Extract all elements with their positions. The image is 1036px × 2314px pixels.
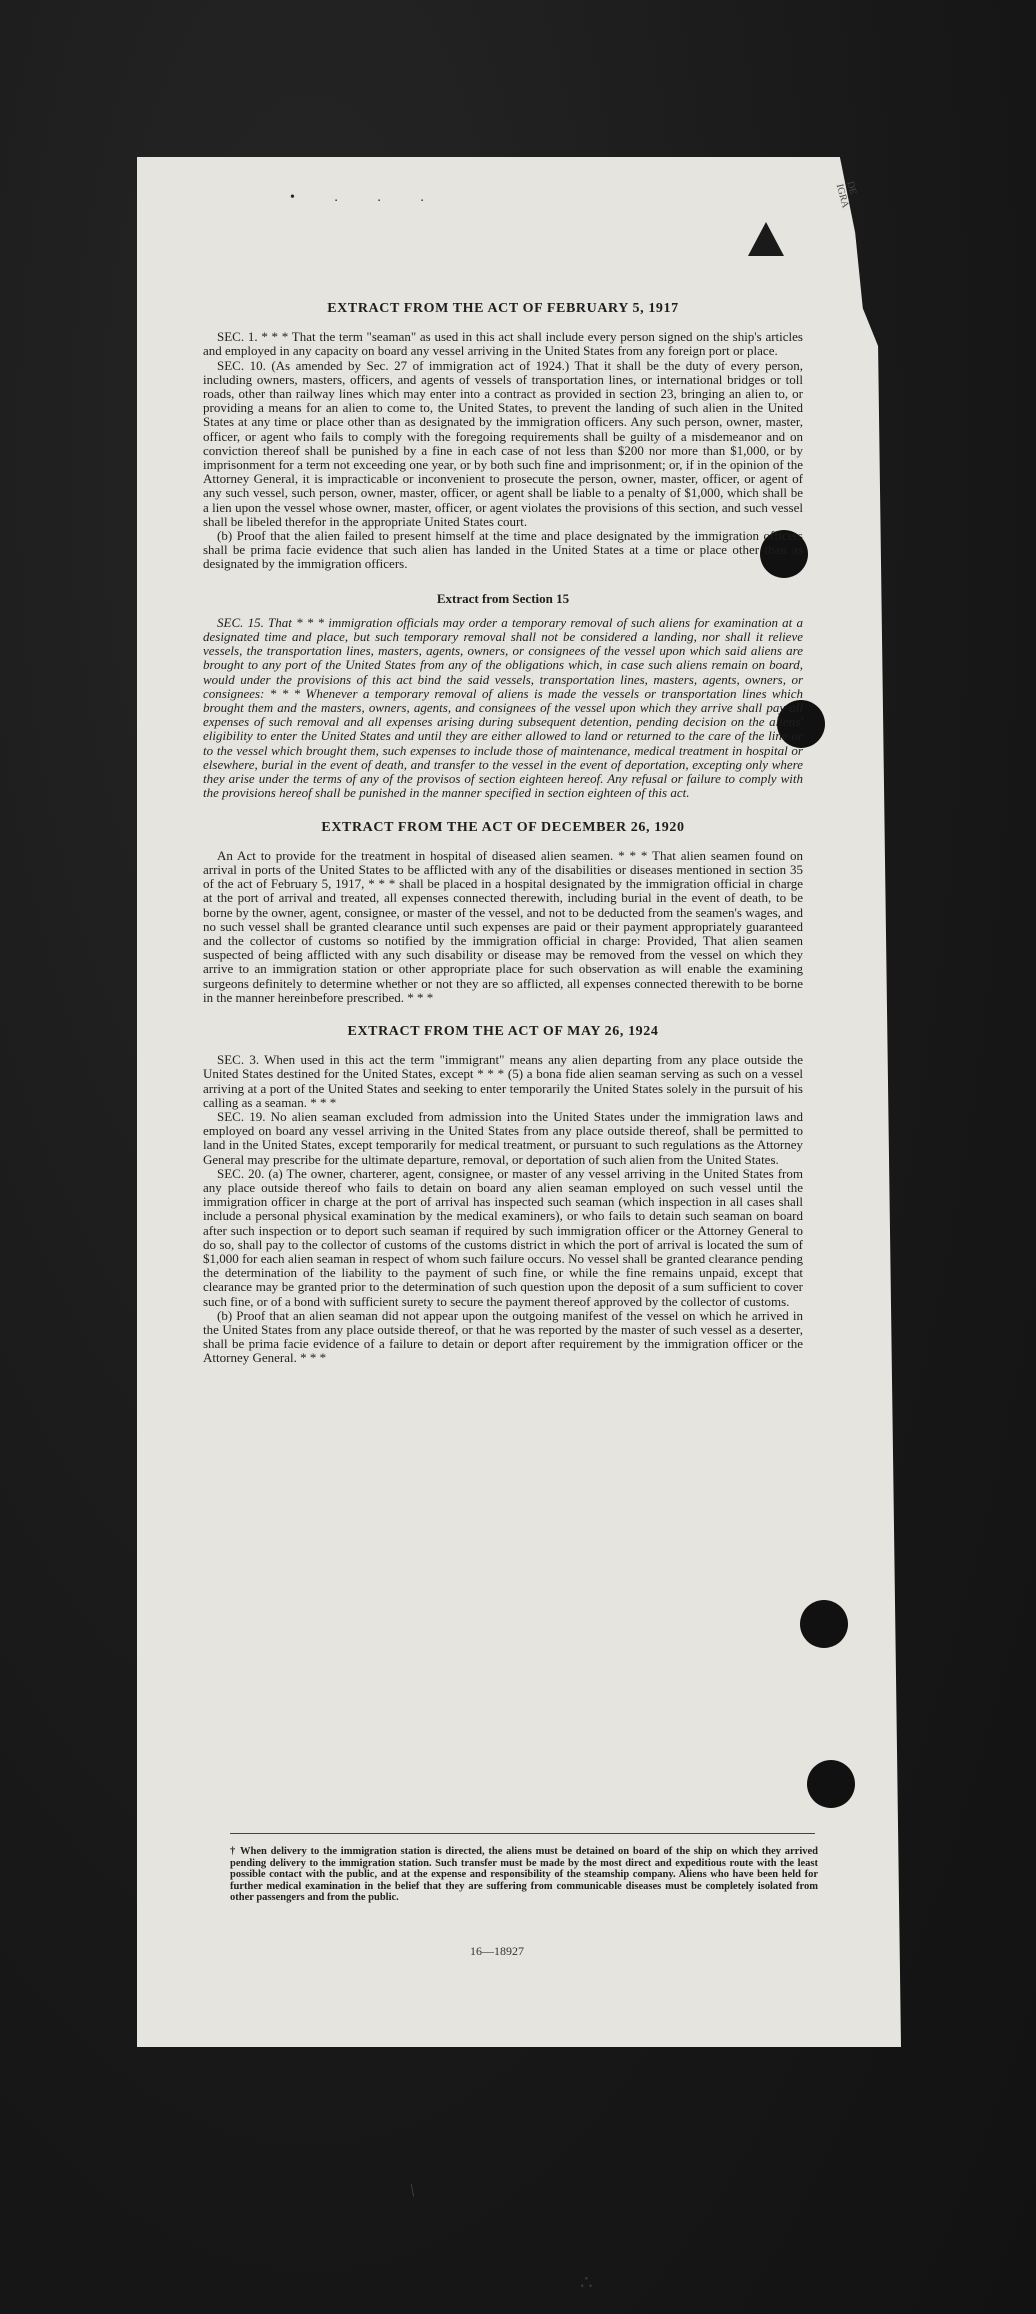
torn-corner-mark xyxy=(748,222,784,256)
section-extract-15 xyxy=(203,592,803,801)
paragraph: (b) Proof that an alien seaman did not appear upon the outgoing manifest of the vessel on which he arrived in the United States from any place outside thereof, or that he was reported by the master of such vessel as a deserter, shall be prima facie evidence of a failure to detain or deport after requirement by the immigration officer or the Attorney General. * * * xyxy=(203,1307,803,1366)
paragraph: SEC. 1. * * * That the term "seaman" as used in this act shall include every person signed on the ship's articles and employed in any capacity on board any vessel arriving in the United States from any foreign port or place. xyxy=(203,329,803,359)
section-heading: EXTRACT FROM THE ACT OF MAY 26, 1924 xyxy=(347,1023,659,1039)
paragraph: (b) Proof that the alien failed to present himself at the time and place designated by the immigration officers shall be prima facie evidence that such alien has landed in the United States at a time or place other than as designated by the immigration officers. xyxy=(203,528,803,572)
section-act-1920 xyxy=(203,821,803,1005)
form-number: 16—18927 xyxy=(470,1944,524,1958)
section-subheading: Extract from Section 15 xyxy=(436,590,570,606)
paragraph: SEC. 19. No alien seaman excluded from admission into the United States under the immigration laws and employed on board any vessel arriving in the United States from any place outside thereof, shall be permitted to land in the United States, except temporarily for medical treatment, or pursuant to such regulations as the Attorney General may prescribe for the ultimate departure, removal, or deportation of such alien from the United States. xyxy=(203,1108,803,1167)
section-act-1917 xyxy=(203,302,803,572)
scan-specks: • . . . xyxy=(290,190,442,205)
section-heading: EXTRACT FROM THE ACT OF FEBRUARY 5, 1917 xyxy=(327,301,679,316)
paragraph: An Act to provide for the treatment in hospital of diseased alien seamen. * * * That alien seamen found on arrival in ports of the United States to be afflicted with any of the disabilities or diseases mentioned in section 35 of the act of February 5, 1917, * * * shall be placed in a hospital designated by the immigration official in charge at the port of arrival and treated, all expenses connected therewith, including burial in the event of death, to be borne by the owner, agent, consignee, or master of the vessel, and not to be deducted from the seamen's wages, and no such vessel shall be granted clearance until such expenses are paid or their payment appropriately guaranteed and the collector of customs so notified by the immigration official in charge: Provided, That alien seamen suspected of being afflicted with any such disability or disease may be removed from the vessel on which they arrive to an immigration station or other appropriate place for such observation as will enable the examining surgeons definitely to determine whether or not they are so afflicted, all expenses connected therewith to be borne in the manner hereinbefore prescribed. * * * xyxy=(203,847,803,1005)
paragraph: SEC. 20. (a) The owner, charterer, agent, consignee, or master of any vessel arriving in the United States from any place outside thereof who fails to detain on board any alien seaman employed on such vessel until the immigration officer in charge at the port of arrival has inspected such seaman (which inspection in all cases shall include a personal physical examination by the medical examiners), or who fails to detain such seaman on board after such inspection or to deport such seaman if required by such immigration officer or the Attorney General to do so, shall pay to the collector of customs of the customs district in which the port of arrival is located the sum of $1,000 for each alien seaman in respect of whom such failure occurs. No vessel shall be granted clearance pending the determination of the liability to the payment of such fine, or while the fine remains unpaid, except that clearance may be granted prior to the determination of such question upon the deposit of a sum sufficient to cover such fine, or of a bond with sufficient surety to secure the payment thereof approved by the collector of customs. xyxy=(203,1165,803,1309)
section-heading: EXTRACT FROM THE ACT OF DECEMBER 26, 1920 xyxy=(321,819,685,835)
punch-hole-3 xyxy=(800,1600,848,1648)
paragraph: SEC. 10. (As amended by Sec. 27 of immigration act of 1924.) That it shall be the duty of every person, including owners, masters, officers, and agents of vessels of transportation lines, or international bridges or toll roads, other than railway lines which may enter into a contract as provided in section 23, bringing an alien to, or providing a means for an alien to come to, the United States, to prevent the landing of such alien in the United States at any time or place other than as designated by the immigration officers. Any such person, owner, master, officer, or agent who fails to comply with the foregoing requirements shall be guilty of a misdemeanor and on conviction thereof shall be punished by a fine in each case of not less than $200 nor more than $1,000, or by imprisonment for a term not exceeding one year, or by both such fine and imprisonment; or, if in the opinion of the Attorney General, it is impracticable or inconvenient to prosecute the person, owner, master, officer, or agent of any such vessel, such person, owner, master, officer, or agent shall be liable to a penalty of $1,000, which shall be a lien upon the vessel whose owner, master, officer, or agent violates the provisions of this section, and such vessel shall be libeled therefor in the appropriate United States court. xyxy=(203,357,803,529)
paragraph: SEC. 15. That * * * immigration officials may order a temporary removal of such aliens for examination at a designated time and place, but such temporary removal shall not be considered a landing, nor shall it relieve vessels, the transportation lines, masters, agents, owners, or consignees of the vessel upon which said aliens are brought to any port of the United States from any of the obligations which, in case such aliens remain on board, would under the provisions of this act bind the said vessels, transportation lines, masters, agents, owners, or consignees: * * * Whenever a temporary removal of aliens is made the vessels or transportation lines which brought them and the masters, owners, agents, and consignees of the vessel upon which they arrive shall pay all expenses of such removal and all expenses arising during subsequent detention, pending decision on the aliens' eligibility to enter the United States and until they are either allowed to land or returned to the care of the line or to the vessel which brought them, such expenses to include those of maintenance, medical treatment in hospital or elsewhere, burial in the event of death, and transfer to the vessel in the event of deportation, excepting only where they arise under the terms of any of the provisos of section eighteen hereof. Any refusal or failure to comply with the provisions hereof shall be punished in the manner specified in section eighteen of this act. xyxy=(203,614,803,801)
footnote-divider xyxy=(230,1833,815,1834)
punch-hole-4 xyxy=(807,1760,855,1808)
footnote: † When delivery to the immigration station is directed, the aliens must be detained on board of the ship on which they arrived pending delivery to the immigration station. Such transfer must be made by the most direct and expeditious route with the least possible contact with the public, and at the expense and responsibility of the steamship company. Aliens who have been held for further medical examination in the belief that they are suffering from communicable diseases must be completely isolated from other passengers and from the public. xyxy=(230,1846,818,1903)
scan-artifact-smudge: ∴ xyxy=(580,2272,593,2294)
paragraph: SEC. 3. When used in this act the term "immigrant" means any alien departing from any place outside the United States destined for the United States, except * * * (5) a bona fide alien seaman serving as such on a vessel arriving at a port of the United States and seeking to enter temporarily the United States solely in the pursuit of his calling as a seaman. * * * xyxy=(203,1052,803,1110)
section-act-1924 xyxy=(203,1025,803,1366)
corner-stamp: DE IGRA xyxy=(833,180,859,210)
document-text xyxy=(203,302,803,1386)
scan-artifact-mark: / xyxy=(405,2180,420,2200)
